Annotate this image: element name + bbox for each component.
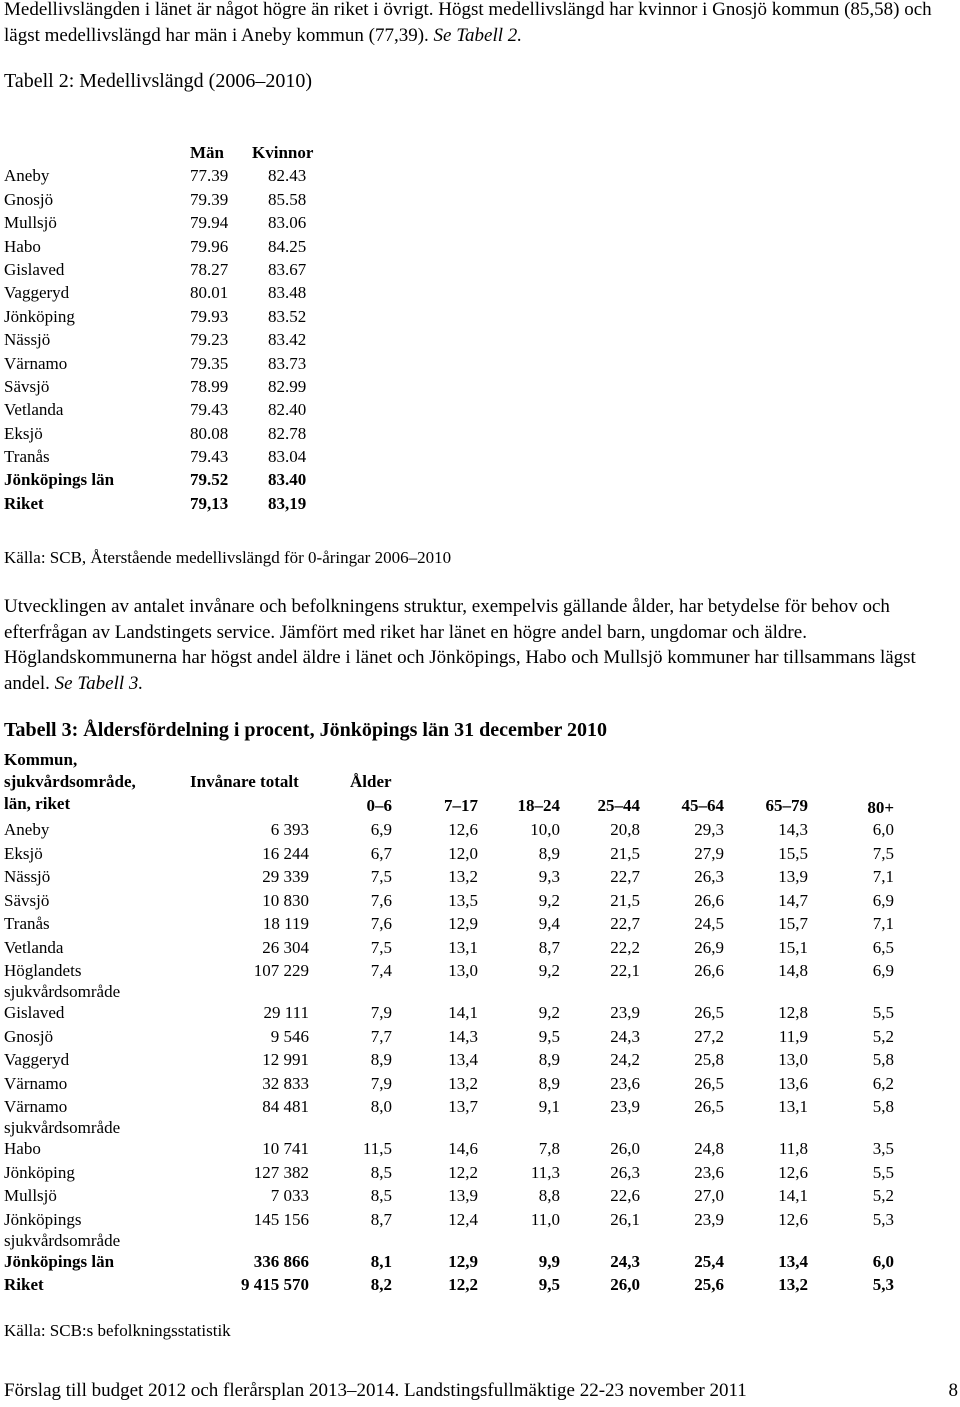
table3-cell-name: Tranås [4,914,50,933]
table3-cell-value: 14,1 [448,1003,478,1022]
table3-cell-name: Mullsjö [4,1186,57,1205]
table3-cell-value: 25,6 [694,1275,724,1294]
table3-cell-value: 12,0 [448,843,478,863]
table3-cell-value: 5,8 [872,1050,894,1069]
table3-cell-value: 14,8 [778,961,808,980]
table3-cell-total: 26 304 [262,937,309,957]
table3-row [4,914,894,938]
table3-cell-value: 9,2 [538,1003,560,1022]
table3-row [4,938,894,962]
table3-cell-value: 13,7 [448,1097,478,1116]
table3-cell-value: 8,8 [538,1186,560,1205]
table3-row [4,1003,894,1027]
table3-row [4,1027,894,1051]
table3-cell-value: 24,3 [610,1251,640,1271]
table3-cell-value: 9,4 [538,914,560,933]
table3-cell-total: 29 111 [263,1003,309,1022]
table3-cell-value: 7,9 [370,1073,392,1093]
table3-cell-value: 6,2 [872,1073,894,1093]
table3-cell-value: 11,5 [362,1139,392,1158]
table2-cell-name: Eksjö [4,423,43,443]
table3-cell-value: 25,8 [694,1050,724,1069]
table3-cell-value: 7,1 [872,867,894,886]
table3-cell-name: Gislaved [4,1003,65,1022]
table3-cell-value: 7,5 [370,937,392,957]
table3-cell-value: 14,3 [778,820,808,839]
table3-cell-value: 26,6 [694,890,724,910]
table3-row [4,1275,894,1299]
table3-cell-total: 145 156 [253,1209,309,1229]
table3-cell-value: 24,5 [694,914,724,933]
table2-cell-men: 79.39 [190,189,229,209]
table3-cell-value: 7,5 [370,867,392,886]
table3-cell-value: 12,8 [778,1003,808,1022]
table3-cell-value: 26,5 [694,1003,724,1022]
table3-cell-value: 26,0 [610,1275,640,1294]
table3-cell-value: 26,9 [694,937,724,957]
table3-age-distribution [4,750,894,1299]
table2-cell-men: 79.96 [190,236,229,256]
table3-cell-value: 12,9 [448,914,478,933]
table2-cell-name: Nässjö [4,330,51,350]
table2-cell-women: 83.48 [268,283,307,303]
table3-cell-total: 6 393 [270,820,309,839]
table2-cell-women: 82.40 [268,400,307,420]
table3-cell-value: 25,4 [694,1251,724,1271]
table3-cell-name-line2: sjukvårdsområde [4,1230,121,1250]
table3-cell-value: 24,8 [694,1139,724,1158]
table3-cell-value: 27,0 [694,1186,724,1205]
table3-cell-value: 8,0 [370,1097,392,1116]
table3-cell-name-line2: sjukvårdsområde [4,1118,121,1137]
table2-cell-men: 80.08 [190,423,229,443]
table3-cell-total: 16 244 [262,843,309,863]
page-number: 8 [948,1380,958,1401]
table3-cell-value: 23,6 [610,1073,640,1093]
table3-cell-value: 9,9 [538,1251,560,1271]
table2-header-men: Män [190,143,224,162]
table3-cell-value: 9,3 [538,867,560,886]
table3-cell-value: 7,5 [872,843,894,863]
table3-cell-value: 27,9 [694,843,724,863]
table3-cell-total: 84 481 [262,1097,309,1116]
table3-row [4,1050,894,1074]
table3-cell-value: 22,1 [610,961,640,980]
table3-cell-value: 22,6 [610,1186,640,1205]
table3-cell-name: Jönköpings län [4,1251,115,1271]
table3-row [4,1186,894,1210]
table3-cell-value: 3,5 [872,1139,894,1158]
table3-cell-value: 8,9 [370,1050,392,1069]
table2-cell-men: 79.52 [190,470,229,490]
body-text: Utvecklingen av antalet invånare och befolkningens struktur, exempelvis gällande ålder, har betydelse för behov och efterfrågan av Landstingets service. Jämfört med riket har länet en högre andel barn, ungdomar och äldre. Höglandskommunerna har högst andel äldre i länet och Jönköpings, Habo och Mullsjö kommuner har tillsammans lägst andel. [4,596,916,694]
table3-cell-value: 9,5 [538,1026,560,1046]
table3-cell-value: 15,5 [778,843,808,863]
table3-cell-value: 13,4 [778,1251,808,1271]
table3-header [4,750,894,820]
table3-cell-value: 5,5 [872,1003,894,1022]
table3-row [4,1139,894,1163]
table2-cell-women: 83.73 [268,353,307,373]
table3-cell-total: 127 382 [253,1162,309,1182]
table3-cell-value: 14,3 [448,1026,478,1046]
table3-cell-value: 27,2 [694,1026,724,1046]
table3-cell-value: 15,1 [778,937,808,957]
table2-cell-men: 78.27 [190,259,229,279]
table3-cell-name: Riket [4,1275,44,1294]
table3-cell-name: Värnamo [4,1073,68,1093]
table3-cell-value: 7,8 [538,1139,560,1158]
table3-cell-value: 29,3 [694,820,724,839]
table3-header-age-25-44: 25‒44 [597,796,640,815]
table3-cell-value: 6,9 [370,820,392,839]
table3-header-age-0-6: 0‒6 [366,796,392,815]
table3-cell-value: 8,9 [538,1073,560,1093]
table2-cell-women: 83,19 [268,493,307,513]
intro-text: Medellivslängden i länet är något högre än riket i övrigt. Högst medellivslängd har kvinnor i Gnosjö kommun (85,58) och lägst medellivslängd har män i Aneby kommun (77,39). [4,0,932,46]
table3-cell-value: 13,0 [448,961,478,980]
table3-header-col1-line2: sjukvårdsområde, [4,772,136,791]
table3-cell-value: 24,3 [610,1026,640,1046]
table3-cell-value: 24,2 [610,1050,640,1069]
table3-cell-total: 12 991 [262,1050,309,1069]
table2-title: Tabell 2: Medellivslängd (2006‒2010) [4,70,312,92]
table3-cell-total: 9 415 570 [241,1275,309,1294]
table3-cell-value: 13,4 [448,1050,478,1069]
table3-header-age-80-plus: 80+ [867,798,894,817]
table3-cell-value: 26,6 [694,961,724,980]
table3-row [4,1252,894,1276]
table3-cell-name: Habo [4,1139,41,1158]
body-table-ref: Se Tabell 3. [54,672,144,694]
table3-cell-total: 107 229 [253,961,309,980]
table3-row [4,1097,894,1139]
table3-header-age-18-24: 18‒24 [517,796,560,815]
table3-header-col1-line1: Kommun, [4,750,78,769]
table2-cell-women: 82.99 [268,376,307,396]
table3-cell-value: 12,6 [778,1162,808,1182]
table3-cell-value: 22,2 [610,937,640,957]
table3-cell-name: Jönköping [4,1162,75,1182]
table3-cell-value: 11,9 [778,1026,808,1046]
table3-cell-value: 7,6 [370,890,392,910]
table3-cell-value: 13,2 [448,1073,478,1093]
table3-header-age-45-64: 45‒64 [681,796,724,815]
table3-cell-total: 336 866 [253,1251,309,1271]
table3-cell-value: 6,0 [872,820,894,839]
table2-cell-women: 83.04 [268,447,307,467]
table2-cell-women: 83.52 [268,306,307,326]
table3-cell-value: 26,0 [610,1139,640,1158]
table3-row [4,1074,894,1098]
table2-cell-men: 79.35 [190,353,229,373]
table3-cell-value: 8,5 [370,1162,392,1182]
table3-cell-value: 5,8 [872,1097,894,1116]
table2-cell-name: Värnamo [4,353,68,373]
table3-cell-value: 8,2 [370,1275,392,1294]
table3-cell-value: 8,9 [538,1050,560,1069]
table3-cell-value: 9,1 [538,1097,560,1116]
table3-cell-name: Jönköpings [4,1209,82,1229]
table3-cell-total: 18 119 [262,914,309,933]
table3-cell-value: 6,9 [872,890,894,910]
table3-cell-value: 7,7 [370,1026,392,1046]
table3-cell-name: Vetlanda [4,937,64,957]
table3-header-total: Invånare totalt [190,772,299,791]
table3-cell-name: Värnamo [4,1097,68,1116]
table2-cell-name: Sävsjö [4,376,50,396]
table3-cell-value: 9,2 [538,961,560,980]
table2-cell-men: 79,13 [190,493,229,513]
table3-cell-value: 13,9 [778,867,808,886]
table3-cell-value: 6,7 [370,843,392,863]
table3-cell-total: 32 833 [262,1073,309,1093]
table3-cell-value: 13,0 [778,1050,808,1069]
table3-source: Källa: SCB:s befolkningsstatistik [4,1321,231,1340]
table3-cell-name: Höglandets [4,961,82,980]
table3-cell-value: 23,9 [610,1097,640,1116]
table3-cell-value: 14,7 [778,890,808,910]
table2-cell-name: Habo [4,236,41,256]
table3-cell-value: 8,7 [370,1209,392,1229]
table2-cell-men: 78.99 [190,376,229,396]
table2-cell-name: Riket [4,493,44,513]
table3-cell-value: 7,1 [872,914,894,933]
table2-cell-name: Jönköping [4,306,75,326]
table3-cell-name: Eksjö [4,843,43,863]
table3-cell-value: 8,9 [538,843,560,863]
table3-cell-value: 6,5 [872,937,894,957]
table3-cell-value: 10,0 [530,820,560,839]
table2-cell-women: 85.58 [268,189,307,209]
table3-cell-value: 12,2 [448,1275,478,1294]
table3-row [4,820,894,844]
page-footer [4,1380,960,1406]
table3-cell-value: 13,1 [778,1097,808,1116]
table3-cell-value: 20,8 [610,820,640,839]
table2-cell-men: 79.93 [190,306,229,326]
table3-header-age-7-17: 7‒17 [444,796,478,815]
table3-cell-value: 22,7 [610,914,640,933]
table3-cell-total: 7 033 [270,1186,309,1205]
table2-cell-women: 82.78 [268,423,307,443]
table3-cell-name: Nässjö [4,867,51,886]
intro-paragraph [4,0,954,48]
table3-cell-value: 13,1 [448,937,478,957]
table2-cell-men: 77.39 [190,166,229,186]
table3-cell-value: 12,4 [448,1209,478,1229]
table3-cell-value: 13,2 [778,1275,808,1294]
table3-cell-value: 5,2 [872,1186,894,1205]
table3-cell-value: 5,3 [872,1275,894,1294]
table3-cell-value: 26,3 [610,1162,640,1182]
table2-cell-name: Gislaved [4,259,65,279]
table3-cell-value: 5,2 [872,1026,894,1046]
table3-cell-value: 8,1 [370,1251,392,1271]
table3-cell-value: 26,5 [694,1097,724,1116]
table3-cell-name: Gnosjö [4,1026,54,1046]
table3-cell-value: 7,4 [370,961,392,980]
table2-cell-men: 79.43 [190,447,229,467]
table3-cell-value: 5,3 [872,1209,894,1229]
table3-cell-value: 12,6 [778,1209,808,1229]
table2-cell-women: 83.06 [268,213,307,233]
table3-cell-total: 10 741 [262,1139,309,1158]
table3-header-col1-line3: län, riket [4,794,71,813]
table3-cell-name: Sävsjö [4,890,50,910]
table3-cell-value: 13,5 [448,890,478,910]
table2-source: Källa: SCB, Återstående medellivslängd för 0-åringar 2006‒2010 [4,548,452,567]
table2-cell-women: 82.43 [268,166,307,186]
table3-cell-total: 10 830 [262,890,309,910]
table3-cell-value: 8,7 [538,937,560,957]
table2-cell-women: 84.25 [268,236,307,256]
table3-cell-value: 6,0 [872,1251,894,1271]
table3-cell-value: 14,6 [448,1139,478,1158]
table3-cell-value: 22,7 [610,867,640,886]
intro-table-ref: Se Tabell 2. [433,24,523,46]
table3-row [4,867,894,891]
table3-cell-value: 23,9 [610,1003,640,1022]
table3-cell-value: 7,9 [370,1003,392,1022]
table3-cell-value: 13,2 [448,867,478,886]
table3-cell-value: 12,9 [448,1251,478,1271]
table3-cell-value: 26,5 [694,1073,724,1093]
table3-row [4,1210,894,1252]
table2-cell-men: 80.01 [190,283,229,303]
table3-cell-value: 15,7 [778,914,808,933]
table2-cell-men: 79.23 [190,330,229,350]
table2-cell-women: 83.67 [268,259,307,279]
table2-cell-women: 83.42 [268,330,307,350]
table3-cell-value: 7,6 [370,914,392,933]
footer-text: Förslag till budget 2012 och flerårsplan 2013‒2014. Landstingsfullmäktige 22-23 november 2011 [4,1380,747,1401]
table3-header-age: Ålder [350,772,392,791]
table2-cell-name: Vaggeryd [4,283,70,303]
table3-cell-value: 9,5 [538,1275,560,1294]
table2-cell-name: Mullsjö [4,213,57,233]
table3-row [4,961,894,1003]
table3-cell-value: 12,2 [448,1162,478,1182]
table3-cell-value: 11,8 [778,1139,808,1158]
table3-cell-value: 26,1 [610,1209,640,1229]
table2-cell-name: Aneby [4,166,50,186]
table3-cell-total: 9 546 [270,1026,309,1046]
table3-cell-name-line2: sjukvårdsområde [4,982,121,1001]
table3-cell-value: 5,5 [872,1162,894,1182]
table3-cell-value: 11,0 [530,1209,560,1229]
body-paragraph [4,594,954,696]
table2-header-women: Kvinnor [252,143,314,162]
table2-cell-men: 79.43 [190,400,229,420]
table3-cell-value: 11,3 [530,1162,560,1182]
table3-row [4,891,894,915]
table3-cell-value: 21,5 [610,890,640,910]
table3-row [4,1163,894,1187]
table3-cell-value: 8,5 [370,1186,392,1205]
table2-cell-name: Gnosjö [4,189,54,209]
table3-cell-value: 13,6 [778,1073,808,1093]
table2-cell-name: Vetlanda [4,400,64,420]
table3-cell-value: 9,2 [538,890,560,910]
table3-cell-name: Aneby [4,820,50,839]
table3-cell-value: 14,1 [778,1186,808,1205]
table3-cell-value: 13,9 [448,1186,478,1205]
table2-cell-name: Tranås [4,447,50,467]
table3-cell-value: 21,5 [610,843,640,863]
table2-cell-men: 79.94 [190,213,229,233]
table3-cell-value: 12,6 [448,820,478,839]
table3-header-age-65-79: 65‒79 [765,796,808,815]
table3-cell-total: 29 339 [262,867,309,886]
table2-cell-name: Jönköpings län [4,470,115,490]
table3-cell-value: 23,6 [694,1162,724,1182]
table3-cell-value: 23,9 [694,1209,724,1229]
table3-cell-name: Vaggeryd [4,1050,70,1069]
table3-cell-value: 6,9 [872,961,894,980]
table2-cell-women: 83.40 [268,470,307,490]
table3-row [4,844,894,868]
table3-cell-value: 26,3 [694,867,724,886]
table3-title: Tabell 3: Åldersfördelning i procent, Jönköpings län 31 december 2010 [4,719,608,741]
